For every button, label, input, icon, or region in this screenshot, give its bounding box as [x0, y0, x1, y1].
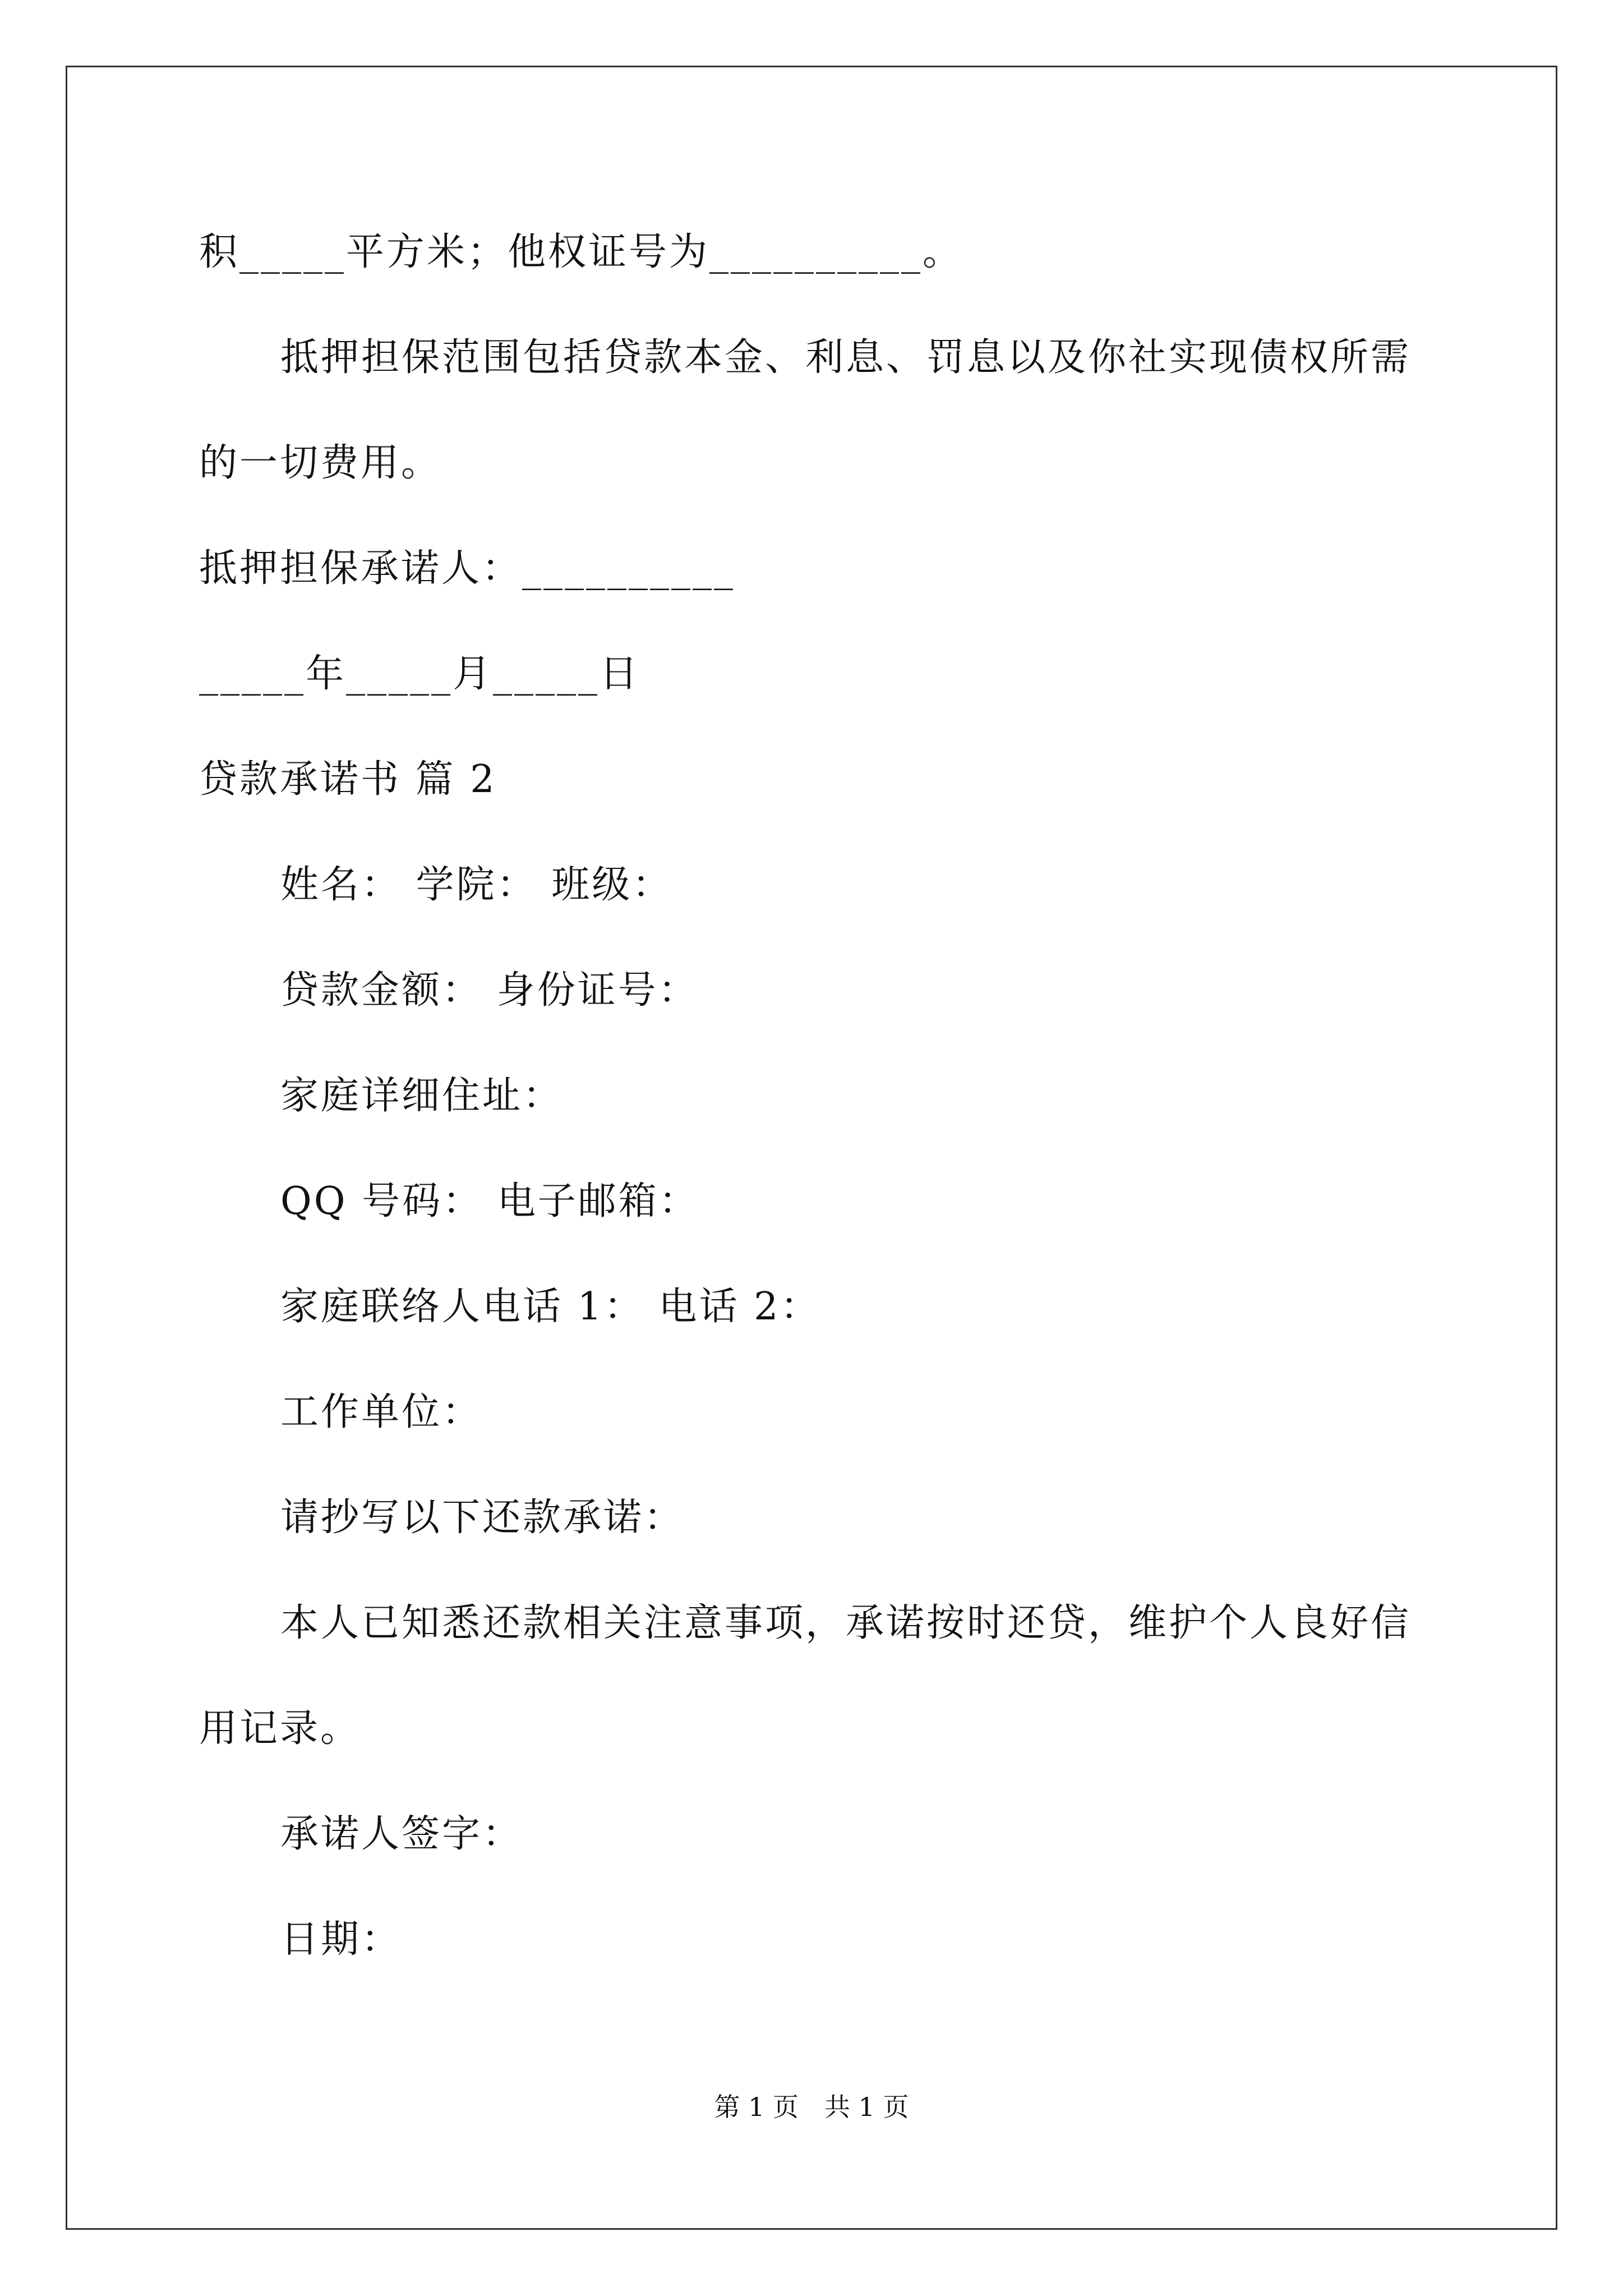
family-contact-line: 家庭联络人电话 1： 电话 2：: [280, 1285, 821, 1329]
guarantee-scope-line: 抵押担保范围包括贷款本金、利息、罚息以及你社实现债权所需: [280, 335, 1412, 380]
date-line: _____年_____月_____日: [199, 652, 640, 696]
repayment-promise-line: 本人已知悉还款相关注意事项，承诺按时还贷，维护个人良好信: [280, 1601, 1412, 1645]
sign-date-line: 日期：: [280, 1917, 402, 1962]
guarantor-signature-line: 抵押担保承诺人：__________: [199, 546, 736, 591]
section-heading: 贷款承诺书 篇 2: [199, 757, 497, 802]
area-certificate-line: 积_____平方米；他权证号为__________。: [199, 230, 963, 274]
repayment-promise-continuation: 用记录。: [199, 1706, 361, 1751]
name-college-class-line: 姓名： 学院： 班级：: [280, 863, 673, 907]
qq-email-line: QQ 号码： 电子邮箱：: [280, 1179, 699, 1223]
promisor-signature-line: 承诺人签字：: [280, 1812, 523, 1856]
employer-line: 工作单位：: [280, 1390, 483, 1434]
guarantee-scope-continuation: 的一切费用。: [199, 441, 442, 485]
page-footer: 第 1 页 共 1 页: [714, 2092, 909, 2122]
page-border: [66, 66, 1557, 2230]
loan-amount-id-line: 贷款金额： 身份证号：: [280, 968, 699, 1013]
home-address-line: 家庭详细住址：: [280, 1074, 564, 1118]
copy-instruction-line: 请抄写以下还款承诺：: [280, 1496, 685, 1540]
